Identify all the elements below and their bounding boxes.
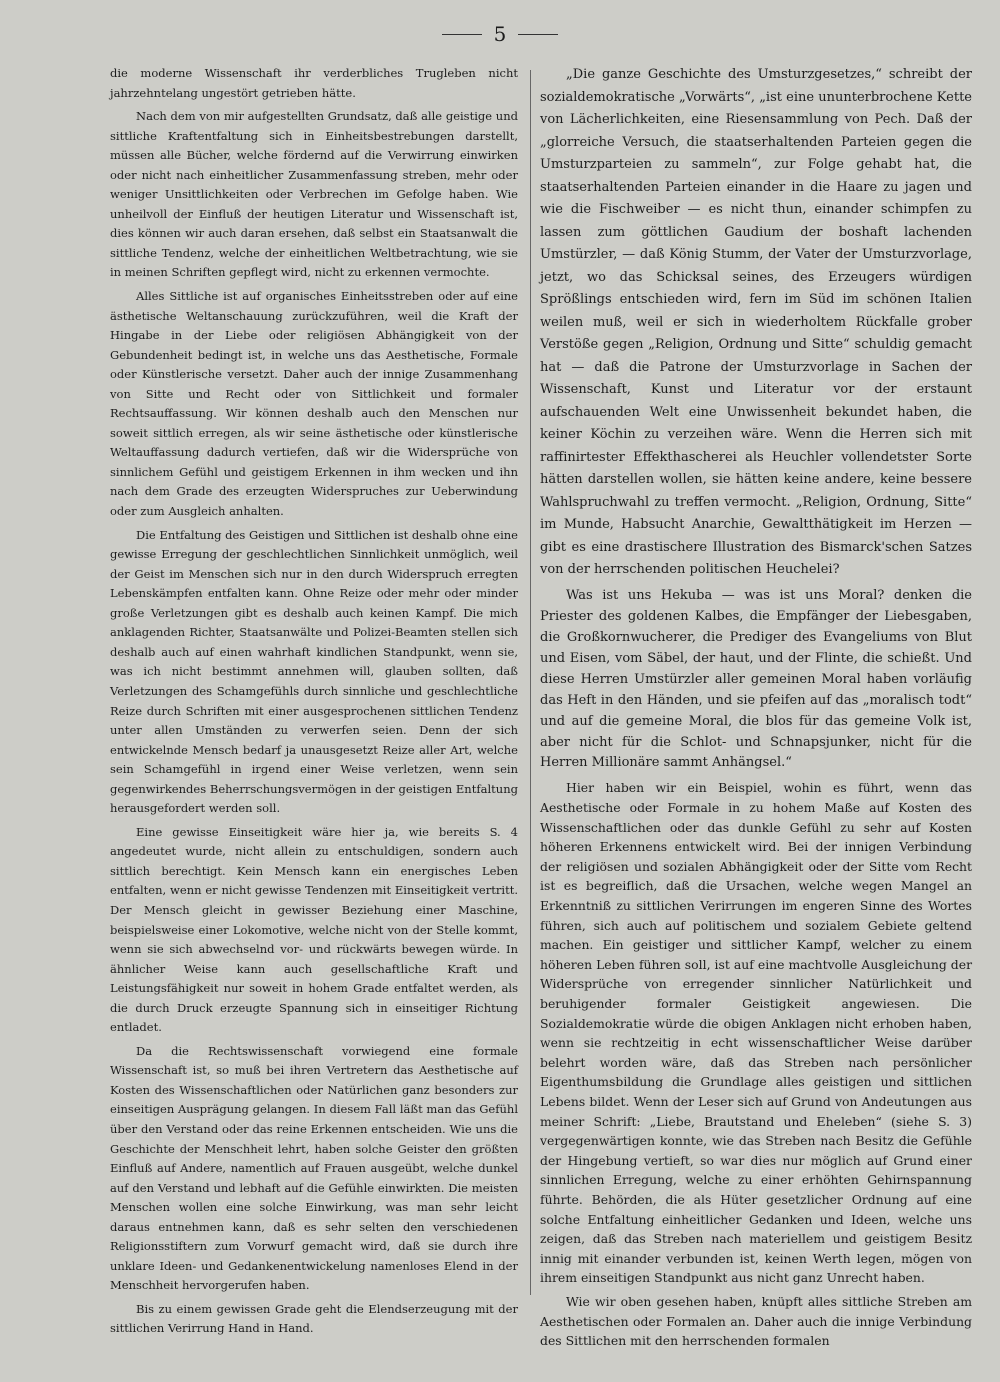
header-rule-left — [442, 34, 482, 35]
right-paragraph-3: Hier haben wir ein Beispiel, wohin es führt, wenn das Aesthetische oder Formale in zu hohem Maße auf Kosten des Wissenschaftlichen oder das dunkle Gefühl zu sehr auf Kosten höheren Erkennens entwickelt wird. Bei der innigen Verbindung der religiösen und sozialen Abhängigkeit oder der Sitte vom Recht ist es begreiflich, daß die Ursachen, welche wegen Mangel an Erkenntniß zu sittlichen Verirrungen im engeren Sinne des Wortes führen, sich auch auf politischem und sozialem Gebiete geltend machen. Ein geistiger und sittlicher Kampf, welcher zu einem höheren Leben führen soll, ist auf eine machtvolle Ausgleichung der Widersprüche von erregender sinnlicher Natürlichkeit und beruhigender formaler Geistigkeit angewiesen. Die Sozialdemokratie würde die obigen Anklagen nicht erhoben haben, wenn sie rechtzeitig in echt wissenschaftlicher Weise darüber belehrt worden wäre, daß das Streben nach persönlicher Eigenthumsbildung die Grundlage alles geistigen und sittlichen Lebens bildet. Wenn der Leser sich auf Grund von Andeutungen aus meiner Schrift: „Liebe, Brautstand und Eheleben“ (siehe S. 3) vergegenwärtigen konnte, wie das Streben nach Besitz die Gefühle der Hingebung vertieft, so war dies nur möglich auf Grund einer sinnlichen Erregung, welche zu einer erhöhten Gehirnspannung führte. Behörden, die als Hüter gesetzlicher Ordnung auf eine solche Entfaltung einheitlicher Gedanken und Ideen, welche uns zeigen, daß das Streben nach materiellem und geistigem Besitz innig mit einander verbunden ist, keinen Werth legen, mögen von ihrem einseitigen Standpunkt aus nicht ganz Unrecht haben. — [540, 780, 972, 1286]
left-paragraph-7: Bis zu einem gewissen Grade geht die Elendserzeugung mit der sittlichen Verirrung Hand in Hand. — [110, 1301, 518, 1336]
left-paragraph-2: Nach dem von mir aufgestellten Grundsatz, daß alle geistige und sittliche Kraftentfaltung sich in Einheitsbestrebungen darstellt, müssen alle Bücher, welche fördernd auf die Verwirrung einwirken oder nicht nach einheitlicher Zusammenfassung streben, mehr oder weniger Unsittlichkeiten oder Verbrechen im Gefolge haben. Wie unheilvoll der Einfluß der heutigen Literatur und Wissenschaft ist, dies können wir auch daran ersehen, daß selbst ein Staatsanwalt die sittliche Tendenz, welche der einheitlichen Weltbetrachtung, wie sie in meinen Schriften gepflegt wird, nicht zu erkennen vermochte. — [110, 109, 518, 280]
left-paragraph-1: die moderne Wissenschaft ihr verderbliches Trugleben nicht jahrzehntelang ungestört getrieben hätte. — [110, 66, 518, 100]
right-paragraph-2: Was ist uns Hekuba — was ist uns Moral? denken die Priester des goldenen Kalbes, die Empfänger der Liebesgaben, die Großkornwucherer, die Prediger des Evangeliums von Blut und Eisen, vom Säbel, der haut, und der Flinte, die schießt. Und diese Herren Umstürzler aller gemeinen Moral haben vorläufig das Heft in den Händen, und sie pfeifen auf das „moralisch todt“ und auf die gemeine Moral, die blos für das gemeine Volk ist, aber nicht für die Schlot- und Schnapsjunker, nicht für die Herren Millionäre sammt Anhängsel.“ — [540, 587, 972, 771]
page-number: 5 — [493, 22, 507, 46]
right-column — [540, 64, 972, 1364]
left-paragraph-5: Eine gewisse Einseitigkeit wäre hier ja, wie bereits S. 4 angedeutet wurde, nicht allein zu entschuldigen, sondern auch sittlich berechtigt. Kein Mensch kann ein energisches Leben entfalten, wenn er nicht gewisse Tendenzen mit Einseitigkeit vertritt. Der Mensch gleicht in gewisser Beziehung einer Maschine, beispielsweise einer Lokomotive, welche nicht von der Stelle kommt, wenn sie sich abwechselnd vor- und rückwärts bewegen würde. In ähnlicher Weise kann auch gesellschaftliche Kraft und Leistungsfähigkeit nur soweit in hohem Grade entfaltet werden, als die durch Druck erzeugte Spannung sich in einseitiger Richtung entladet. — [110, 824, 518, 1035]
page-header — [0, 22, 1000, 46]
left-paragraph-6: Da die Rechtswissenschaft vorwiegend eine formale Wissenschaft ist, so muß bei ihren Vertretern das Aesthetische auf Kosten des Wissenschaftlichen oder Natürlichen ganz besonders zur einseitigen Ausprägung gelangen. In diesem Fall läßt man das Gefühl über den Verstand oder das reine Erkennen entscheiden. Wie uns die Geschichte der Menschheit lehrt, haben solche Geister den größten Einfluß auf Andere, namentlich auf Frauen ausgeübt, welche dunkel auf den Verstand und lebhaft auf die Gefühle einwirkten. Die meisten Menschen wollen eine solche Einwirkung, was man sehr leicht daraus entnehmen kann, daß es sehr selten den verschiedenen Religionsstiftern zum Vorwurf gemacht wird, daß sie durch ihre unklare Ideen- und Gedankenentwickelung namenloses Elend in der Menschheit hervorgerufen haben. — [110, 1043, 518, 1293]
left-column — [110, 64, 518, 1364]
left-paragraph-3: Alles Sittliche ist auf organisches Einheitsstreben oder auf eine ästhetische Weltanschauung zurückzuführen, weil die Kraft der Hingabe in der Liebe oder religiösen Abhängigkeit von der Gebundenheit bedingt ist, in welche uns das Aesthetische, Formale oder Künstlerische versetzt. Daher auch der innige Zusammenhang von Sitte und Recht oder von Sittlichkeit und formaler Rechtsauffassung. Wir können deshalb auch den Menschen nur soweit sittlich erregen, als wir seine ästhetische oder künstlerische Weltauffassung dadurch vertiefen, daß wir die Widersprüche von sinnlichem Gefühl und geistigem Erkennen in ihm wecken und ihn nach dem Grade des erzeugten Widerspruches zur Ueberwindung oder zum Ausgleich anhalten. — [110, 289, 518, 519]
right-paragraph-4: Wie wir oben gesehen haben, knüpft alles sittliche Streben am Aesthetischen oder Formalen an. Daher auch die innige Verbindung des Sittlichen mit den herrschenden formalen — [540, 1293, 972, 1349]
left-paragraph-4: Die Entfaltung des Geistigen und Sittlichen ist deshalb ohne eine gewisse Erregung der geschlechtlichen Sinnlichkeit unmöglich, weil der Geist im Menschen sich nur in den durch Widerspruch erregten Lebenskämpfen entfalten kann. Ohne Reize oder mehr oder minder große Verletzungen gibt es deshalb auch keinen Kampf. Die mich anklagenden Richter, Staatsanwälte und Polizei-Beamten stellen sich deshalb auch auf einen wahrhaft kindlichen Standpunkt, wenn sie, was ich nicht bestimmt annehmen will, glauben sollten, daß Verletzungen des Schamgefühls durch sinnliche und geschlechtliche Reize durch Schriften mit einer ausgesprochenen sittlichen Tendenz unter allen Umständen zu verwerfen seien. Denn der sich entwickelnde Mensch bedarf ja unausgesetzt Reize aller Art, welche sein Schamgefühl in irgend einer Weise verletzen, wenn sein gegenwirkendes Beherrschungsvermögen in der geistigen Entfaltung herausgefordert werden soll. — [110, 527, 518, 816]
header-rule-right — [518, 34, 558, 35]
column-divider — [530, 70, 531, 1295]
right-paragraph-1: „Die ganze Geschichte des Umsturzgesetzes,“ schreibt der sozialdemokratische „Vorwärts“, „ist eine ununterbrochene Kette von Lächerlichkeiten, eine Riesensammlung von Pech. Daß der „glorreiche Versuch, die staatserhaltenden Parteien gegen die Umsturzparteien zu sammeln“, zur Folge gehabt hat, die staatserhaltenden Parteien einander in die Haare zu jagen und wie die Fischweiber — es nicht thun, einander schimpfen zu lassen zum göttlichen Gaudium der boshaft lachenden Umstürzler, — daß König Stumm, der Vater der Umsturzvorlage, jetzt, wo das Schicksal seines, des Erzeugers würdigen Sprößlings entschieden wird, fern im Süd im schönen Italien weilen muß, weil er sich in wiederholtem Rückfalle grober Verstöße gegen „Religion, Ordnung und Sitte“ schuldig gemacht hat — daß die Patrone der Umsturzvorlage in Sachen der Wissenschaft, Kunst und Literatur vor der erstaunt aufschauenden Welt eine Unwissenheit bekundet haben, die keiner Köchin zu verzeihen wäre. Wenn die Herren sich mit raffinirtester Effekthascherei als Heuchler vollendetster Sorte hätten darstellen wollen, sie hätten keine andere, keine bessere Wahlspruchwahl zu treffen vermocht. „Religion, Ordnung, Sitte“ im Munde, Habsucht Anarchie, Gewaltthätigkeit im Herzen — gibt es eine drastischere Illustration des Bismarck'schen Satzes von der herrschenden politischen Heuchelei? — [540, 67, 972, 578]
